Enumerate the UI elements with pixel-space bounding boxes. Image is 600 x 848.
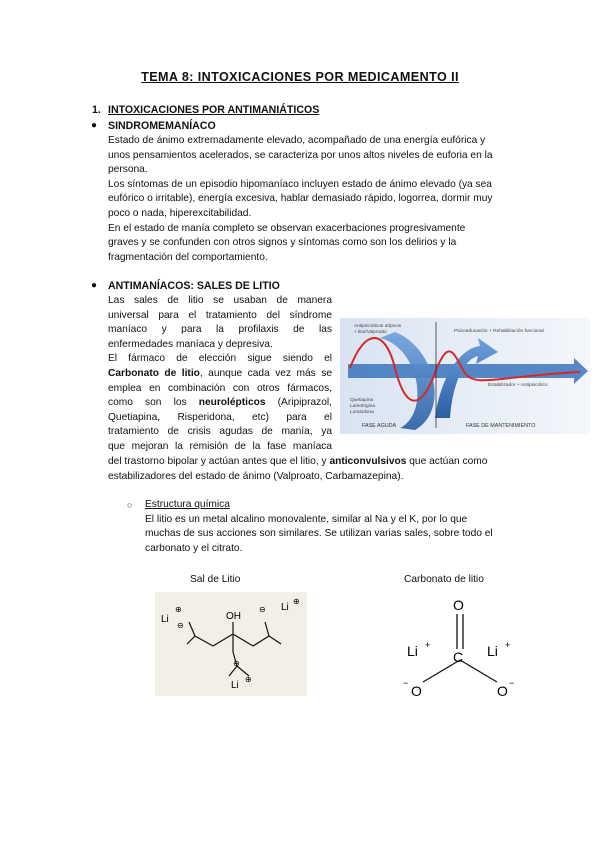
text-line: En el estado de manía completo se observan exacerbaciones progresivamente [108,222,466,234]
text-line: persona. [108,164,148,176]
estructura-section [127,498,545,556]
text-line: universal para el tratamiento del síndrome [108,309,332,321]
carbonato-bold: Carbonato de litio [108,367,200,379]
oh-label: OH [226,611,241,622]
c-center: C [453,649,464,665]
bullet-dot: ● [91,120,98,131]
bullet-dot: ● [91,280,98,291]
text-line: eufórico o irritable), energía excesiva, hablar demasiado rápido, logorrea, dormir muy [108,193,493,205]
antimaniacos-paragraph-tail [108,455,548,484]
text-line: maníaco y para la profilaxis de las [108,324,332,336]
label-phase-acute: FASE AGUDA [362,423,397,429]
text-line: Las sales de litio se usaban de manera [108,295,332,306]
text-line [108,396,332,411]
plus-sign: ⊕ [175,605,182,614]
bullet-sindrome [91,120,216,132]
text-line: El fármaco de elección sigue siendo el [108,353,332,365]
section-heading [92,104,319,116]
text-span: como son los [108,397,199,409]
label-drug-1: Quetiapina [350,398,374,403]
minus-sign: ⊖ [233,659,240,668]
label-drug-3: Lurasidona [350,410,374,415]
text-line: unos pensamientos acelerados, se caracteriza por unos altos niveles de euforia en la [108,149,493,161]
antimaniacos-paragraph [108,294,332,455]
text-span: (Aripiprazol, [265,397,332,409]
li-right: Li [487,643,498,659]
lithium-carbonate-structure [397,594,523,698]
text-line [108,367,332,382]
plus-right: + [505,640,511,650]
li-label-1: Li [161,614,169,625]
label-sal-de-litio: Sal de Litio [190,574,241,585]
label-top-right: Psicoeducación + Rehabilitación funcional [454,329,544,334]
text-line: Estado de ánimo extremadamente elevado, acompañado de una energía eufórica y [108,135,486,146]
li-left: Li [407,643,418,659]
minus-sign: ⊖ [259,605,266,614]
neurolepticos-bold: neurolépticos [198,397,266,409]
bullet-heading: SINDROMEMANÍACO [108,120,216,132]
plus-left: + [425,640,431,650]
anticonvulsivos-bold: anticonvulsivos [329,456,407,467]
text-line: graves y se confunden con otros signos y síntomas como son los delirios y la [108,237,457,249]
text-line: estabilizadores del estado de ánimo (Valproato, Carbamazepina). [108,470,404,482]
text-line: enfermedades maníaca y depresiva. [108,338,273,350]
label-top-left-2: + litio/Valproato [354,330,387,335]
citrate-svg [155,592,307,696]
text-line [108,455,548,470]
phase-diagram [340,318,590,434]
bullet-heading: ANTIMANÍACOS: SALES DE LITIO [108,280,280,292]
text-line: muchas de sus acciones son similares. Se utilizan varias sales, sobre todo el [145,528,493,540]
label-top-left-1: Antipsicóticos atípicos [354,324,402,329]
label-phase-maintenance: FASE DE MANTENIMIENTO [466,423,536,429]
plus-sign: ⊕ [293,597,300,606]
circle-bullet: ○ [127,500,133,510]
page-title: TEMA 8: INTOXICACIONES POR MEDICAMENTO II [141,70,459,84]
minus-sign: ⊖ [177,621,184,630]
text-line: poco o nada, hiperexcitabilidad. [108,207,252,219]
o-double: O [453,597,464,613]
section-title: INTOXICACIONES POR ANTIMANIÁTICOS [108,104,320,116]
o-right: O [497,683,508,698]
text-line: Quetiapina, Risperidona, etc) para el [108,411,332,423]
text-line: tratamiento de crisis agudas de manía, ya [108,426,332,438]
text-line: El litio es un metal alcalino monovalente, similar al Na y el K, por lo que [145,513,468,525]
sindrome-paragraph [108,134,538,265]
minus-right: − [509,678,515,688]
label-carbonato-de-litio: Carbonato de litio [404,574,484,585]
li-label-2: Li [281,602,289,613]
bullet-antimaniacos [91,280,280,292]
li-label-3: Li [231,680,239,691]
section-number: 1. [92,104,101,116]
text-span: del trastorno bipolar y actúan antes que el litio, y [108,456,330,467]
label-drug-2: Lamotrigina [350,404,376,409]
plus-sign: ⊕ [245,675,252,684]
text-span: que actúan como [406,456,488,467]
minus-left: − [403,678,409,688]
text-span: , aunque cada vez más se [199,367,332,379]
label-estabilizador: Estabilizador + Antipsicótico [488,383,548,388]
text-line: que mejoran la remisión de la fase maníaca [108,440,332,452]
lithium-citrate-structure [155,592,307,696]
text-line: carbonato y el citrato. [145,542,243,554]
subsection-title: Estructura química [145,499,230,510]
text-line: Los síntomas de un episodio hipomaníaco incluyen estado de ánimo elevado (ya sea [108,178,492,190]
treatment-phase-figure [340,318,590,434]
o-left: O [411,683,422,698]
carbonate-svg [397,594,523,698]
text-line: emplea en combinación con otros fármacos, [108,382,332,394]
text-line: fragmentación del comportamiento. [108,251,268,263]
